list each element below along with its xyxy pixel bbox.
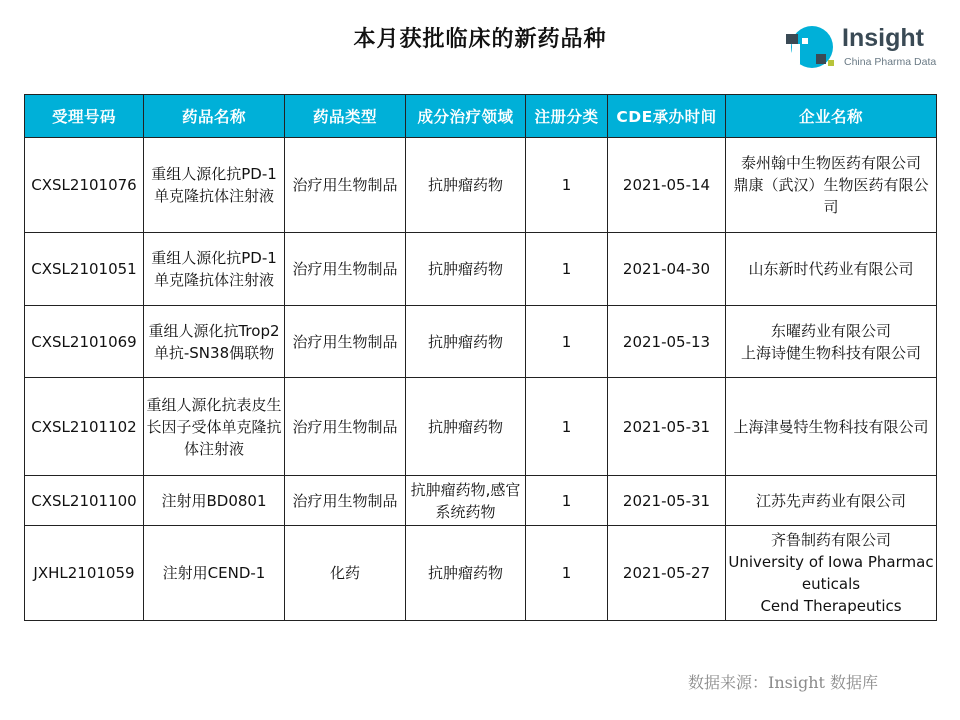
cell-application-no: CXSL2101100 [25,476,144,526]
header-application-no: 受理号码 [25,95,144,138]
cell-application-no: JXHL2101059 [25,526,144,621]
cell-cde-date: 2021-04-30 [608,233,726,306]
company-name: 齐鲁制药有限公司 [770,531,891,549]
cell-cde-date: 2021-05-14 [608,138,726,233]
table-row [25,378,937,476]
company-name: 上海津曼特生物科技有限公司 [733,417,929,436]
cell-registration-class: 1 [526,233,608,306]
cell-cde-date: 2021-05-31 [608,476,726,526]
company-name: Cend Therapeutics [760,597,902,615]
cell-company [726,378,937,476]
cell-therapy-area: 抗肿瘤药物 [406,306,526,378]
table-row [25,306,937,378]
page-title: 本月获批临床的新药品种 [353,27,607,52]
company-name: 东曜药业有限公司 [770,321,891,340]
cell-drug-type: 治疗用生物制品 [285,306,406,378]
cell-application-no: CXSL2101102 [25,378,144,476]
data-source-note: 数据来源：Insight 数据库 [688,673,879,692]
header-therapy-area: 成分治疗领域 [406,95,526,138]
cell-cde-date: 2021-05-13 [608,306,726,378]
header-company: 企业名称 [726,95,937,138]
header-drug-type: 药品类型 [285,95,406,138]
cell-company [726,526,937,621]
cell-cde-date: 2021-05-31 [608,378,726,476]
table-row [25,476,937,526]
table-row [25,138,937,233]
cell-drug-name: 注射用BD0801 [144,476,285,526]
cell-drug-type: 治疗用生物制品 [285,476,406,526]
drug-approval-table [24,94,937,621]
cell-drug-type: 化药 [285,526,406,621]
header-cde-date: CDE承办时间 [608,95,726,138]
cell-drug-type: 治疗用生物制品 [285,233,406,306]
logo-name: Insight [842,24,924,52]
logo-subtitle: China Pharma Data [844,56,937,68]
company-name: 鼎康（武汉）生物医药有限公司 [733,176,929,216]
cell-company [726,233,937,306]
cell-therapy-area: 抗肿瘤药物 [406,526,526,621]
cell-application-no: CXSL2101069 [25,306,144,378]
cell-drug-type: 治疗用生物制品 [285,378,406,476]
cell-therapy-area: 抗肿瘤药物 [406,138,526,233]
cell-cde-date: 2021-05-27 [608,526,726,621]
cell-registration-class: 1 [526,476,608,526]
insight-logo [782,18,942,76]
cell-company [726,476,937,526]
cell-company [726,138,937,233]
cell-drug-name: 重组人源化抗Trop2单抗-SN38偶联物 [144,306,285,378]
cell-drug-name: 注射用CEND-1 [144,526,285,621]
table-header-row [25,95,937,138]
cell-drug-name: 重组人源化抗表皮生长因子受体单克隆抗体注射液 [144,378,285,476]
header-registration-class: 注册分类 [526,95,608,138]
table-row [25,526,937,621]
company-name: University of Iowa Pharmaceuticals [728,553,934,593]
company-name: 上海诗健生物科技有限公司 [740,343,921,362]
table-row [25,233,937,306]
cell-drug-name: 重组人源化抗PD-1单克隆抗体注射液 [144,233,285,306]
cell-drug-name: 重组人源化抗PD-1单克隆抗体注射液 [144,138,285,233]
cell-company [726,306,937,378]
cell-registration-class: 1 [526,138,608,233]
company-name: 江苏先声药业有限公司 [755,491,906,510]
cell-application-no: CXSL2101051 [25,233,144,306]
cell-therapy-area: 抗肿瘤药物 [406,378,526,476]
cell-therapy-area: 抗肿瘤药物 [406,233,526,306]
insight-logo-icon [782,20,836,74]
cell-therapy-area: 抗肿瘤药物,感官系统药物 [406,476,526,526]
company-name: 山东新时代药业有限公司 [748,260,914,278]
cell-registration-class: 1 [526,526,608,621]
header-drug-name: 药品名称 [144,95,285,138]
company-name: 泰州翰中生物医药有限公司 [740,154,921,172]
cell-registration-class: 1 [526,378,608,476]
cell-drug-type: 治疗用生物制品 [285,138,406,233]
cell-registration-class: 1 [526,306,608,378]
cell-application-no: CXSL2101076 [25,138,144,233]
